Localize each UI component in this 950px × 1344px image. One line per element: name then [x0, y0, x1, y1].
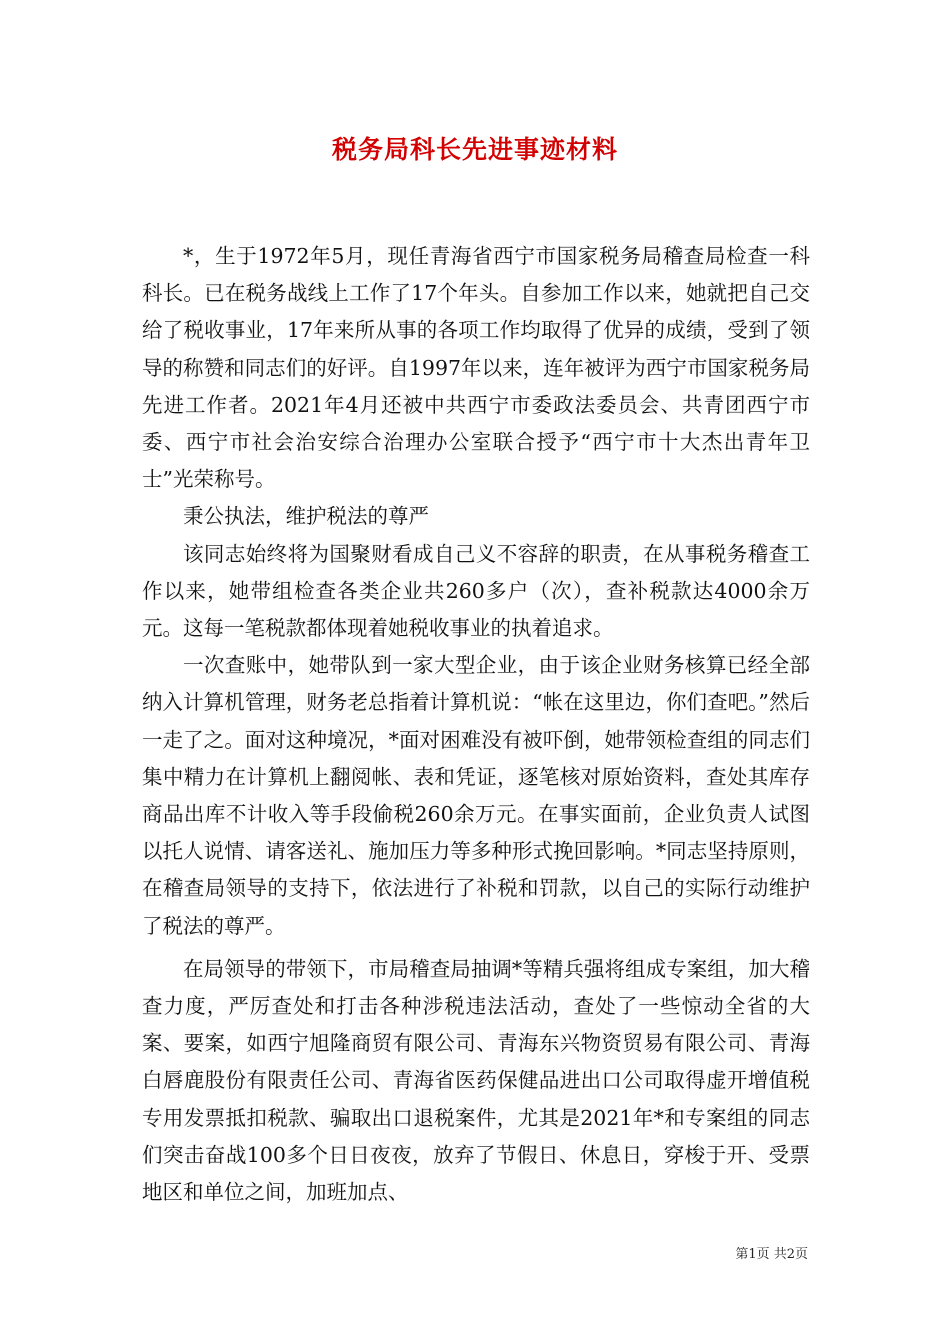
paragraph-audit-case: 一次查账中，她带队到一家大型企业，由于该企业财务核算已经全部纳入计算机管理，财务老总指着计算机说：“帐在这里边，你们查吧。”然后一走了之。面对这种境况，*面对困难没有被吓倒，她带领检查组的同志们集中精力在计算机上翻阅帐、表和凭证，逐笔核对原始资料，查处其库存商品出库不计收入等手段偷税260余万元。在事实面前，企业负责人试图以托人说情、请客送礼、施加压力等多种形式挽回影响。*同志坚持原则，在稽查局领导的支持下，依法进行了补税和罚款，以自己的实际行动维护了税法的尊严。	[142, 653, 810, 938]
page-number: 第1页 共2页	[735, 1247, 808, 1262]
document-title: 税务局科长先进事迹材料	[331, 135, 618, 164]
paragraph-intro: *，生于1972年5月，现任青海省西宁市国家税务局稽查局检查一科科长。已在税务战线上工作了17个年头。自参加工作以来，她就把自己交给了税收事业，17年来所从事的各项工作均取得了优异的成绩，受到了领导的称赞和同志们的好评。自1997年以来，连年被评为西宁市国家税务局先进工作者。2021年4月还被中共西宁市委政法委员会、共青团西宁市委、西宁市社会治安综合治理办公室联合授予“西宁市十大杰出青年卫士”光荣称号。	[142, 244, 810, 492]
document-body	[142, 238, 810, 1211]
paragraph-task-force: 在局领导的带领下，市局稽查局抽调*等精兵强将组成专案组，加大稽查力度，严厉查处和打击各种涉税违法活动，查处了一些惊动全省的大案、要案，如西宁旭隆商贸有限公司、青海东兴物资贸易有限公司、青海白唇鹿股份有限责任公司、青海省医药保健品进出口公司取得虚开增值税专用发票抵扣税款、骗取出口退税案件，尤其是2021年*和专案组的同志们突击奋战100多个日日夜夜，放弃了节假日、休息日，穿梭于开、受票地区和单位之间，加班加点、	[142, 956, 810, 1205]
section-heading: 秉公执法，维护税法的尊严	[183, 504, 429, 529]
paragraph-duty: 该同志始终将为国聚财看成自己义不容辞的职责，在从事税务稽查工作以来，她带组检查各类企业共260多户（次），查补税款达4000余万元。这每一笔税款都体现着她税收事业的执着追求。	[142, 541, 810, 641]
